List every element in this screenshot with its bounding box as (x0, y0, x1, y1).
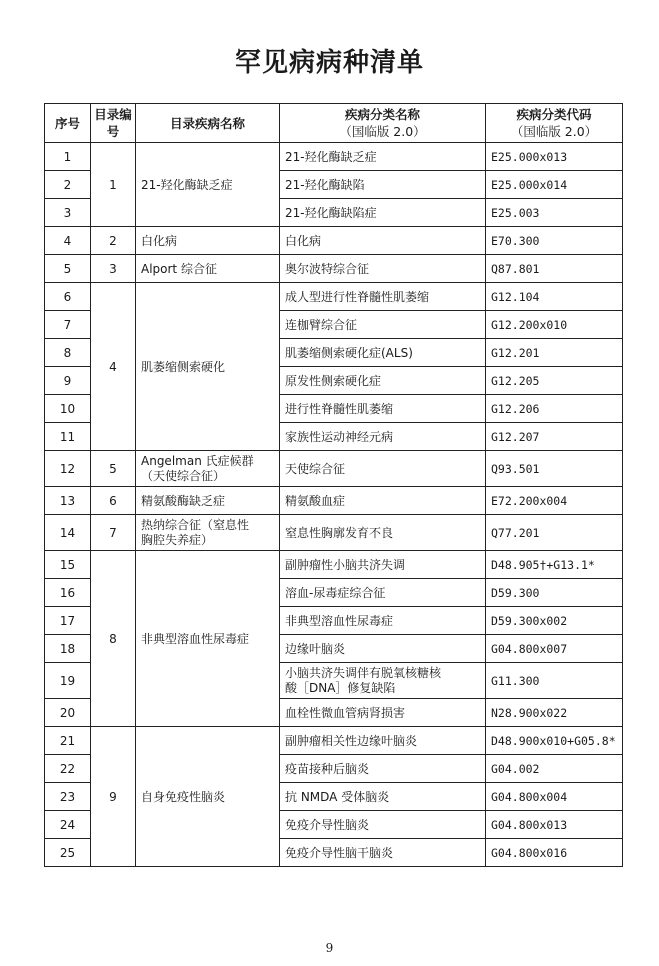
cell-disease-name: 免疫介导性脑炎 (280, 811, 486, 839)
cell-disease-name: 精氨酸血症 (280, 487, 486, 515)
cell-catalog-number: 5 (91, 451, 136, 487)
cell-disease-name: 血栓性微血管病肾损害 (280, 699, 486, 727)
disease-name-line: 酸［DNA］修复缺陷 (285, 680, 396, 695)
cell-disease-name: 副肿瘤相关性边缘叶脑炎 (280, 727, 486, 755)
table-row (45, 451, 623, 487)
cell-seq: 23 (45, 783, 91, 811)
cell-catalog-name: Alport 综合征 (136, 255, 280, 283)
catalog-name-line: 热纳综合征（窒息性 (141, 517, 250, 532)
cell-disease-code: E70.300 (486, 227, 623, 255)
catalog-name-line: Angelman 氏症候群 (141, 453, 254, 468)
cell-disease-code: G04.800x007 (486, 635, 623, 663)
cell-disease-code: D59.300x002 (486, 607, 623, 635)
cell-seq: 1 (45, 143, 91, 171)
cell-disease-code: D48.905†+G13.1* (486, 551, 623, 579)
page-number: 9 (325, 941, 334, 955)
cell-catalog-name: 肌萎缩侧索硬化 (136, 283, 280, 451)
disease-name-line: 小脑共济失调伴有脱氧核糖核 (285, 665, 442, 680)
cell-disease-name (280, 663, 486, 699)
cell-disease-name: 天使综合征 (280, 451, 486, 487)
cell-catalog-number: 6 (91, 487, 136, 515)
cell-catalog-name: 21-羟化酶缺乏症 (136, 143, 280, 227)
cell-disease-code: G04.800x004 (486, 783, 623, 811)
cell-seq: 19 (45, 663, 91, 699)
cell-disease-code: Q93.501 (486, 451, 623, 487)
cell-disease-code: G04.002 (486, 755, 623, 783)
cell-seq: 21 (45, 727, 91, 755)
cell-disease-code: Q77.201 (486, 515, 623, 551)
cell-catalog-number: 7 (91, 515, 136, 551)
header-row (45, 104, 623, 143)
cell-catalog-number: 3 (91, 255, 136, 283)
cell-seq: 25 (45, 839, 91, 867)
cell-disease-code: G12.207 (486, 423, 623, 451)
cell-catalog-name (136, 451, 280, 487)
cell-seq: 18 (45, 635, 91, 663)
cell-catalog-number: 8 (91, 551, 136, 727)
cell-seq: 10 (45, 395, 91, 423)
cell-disease-name: 肌萎缩侧索硬化症(ALS) (280, 339, 486, 367)
cell-disease-name: 21-羟化酶缺陷症 (280, 199, 486, 227)
table-row (45, 487, 623, 515)
cell-seq: 16 (45, 579, 91, 607)
cell-disease-code: E25.000x014 (486, 171, 623, 199)
cell-seq: 24 (45, 811, 91, 839)
cell-seq: 15 (45, 551, 91, 579)
cell-seq: 17 (45, 607, 91, 635)
cell-catalog-number: 1 (91, 143, 136, 227)
cell-disease-name: 21-羟化酶缺乏症 (280, 143, 486, 171)
cell-catalog-name: 非典型溶血性尿毒症 (136, 551, 280, 727)
table-row (45, 515, 623, 551)
cell-disease-name: 进行性脊髓性肌萎缩 (280, 395, 486, 423)
header-classification-code-version: （国临版 2.0） (510, 124, 598, 139)
cell-seq: 6 (45, 283, 91, 311)
cell-disease-code: G12.205 (486, 367, 623, 395)
cell-disease-code: D59.300 (486, 579, 623, 607)
cell-seq: 4 (45, 227, 91, 255)
cell-seq: 2 (45, 171, 91, 199)
cell-seq: 3 (45, 199, 91, 227)
cell-seq: 13 (45, 487, 91, 515)
header-classification-code (486, 104, 623, 143)
cell-catalog-number: 2 (91, 227, 136, 255)
table-row (45, 255, 623, 283)
cell-disease-name: 溶血-尿毒症综合征 (280, 579, 486, 607)
page-title: 罕见病病种清单 (234, 48, 424, 78)
cell-catalog-number: 9 (91, 727, 136, 867)
cell-catalog-number: 4 (91, 283, 136, 451)
cell-disease-code: E72.200x004 (486, 487, 623, 515)
cell-disease-name: 成人型进行性脊髓性肌萎缩 (280, 283, 486, 311)
cell-disease-name: 21-羟化酶缺陷 (280, 171, 486, 199)
cell-disease-name: 抗 NMDA 受体脑炎 (280, 783, 486, 811)
cell-seq: 7 (45, 311, 91, 339)
cell-seq: 14 (45, 515, 91, 551)
header-seq: 序号 (45, 104, 91, 143)
cell-seq: 11 (45, 423, 91, 451)
cell-disease-name: 奥尔波特综合征 (280, 255, 486, 283)
cell-disease-code: G04.800x013 (486, 811, 623, 839)
cell-catalog-name: 白化病 (136, 227, 280, 255)
cell-disease-code: G12.104 (486, 283, 623, 311)
cell-catalog-name: 精氨酸酶缺乏症 (136, 487, 280, 515)
header-classification-name-main: 疾病分类名称 (344, 107, 420, 122)
cell-disease-name: 原发性侧索硬化症 (280, 367, 486, 395)
cell-disease-name: 家族性运动神经元病 (280, 423, 486, 451)
cell-disease-code: G11.300 (486, 663, 623, 699)
cell-disease-code: D48.900x010+G05.8* (486, 727, 623, 755)
cell-disease-name: 连枷臂综合征 (280, 311, 486, 339)
cell-disease-name: 免疫介导性脑干脑炎 (280, 839, 486, 867)
cell-disease-code: E25.003 (486, 199, 623, 227)
cell-seq: 9 (45, 367, 91, 395)
cell-disease-code: N28.900x022 (486, 699, 623, 727)
header-catalog-name: 目录疾病名称 (136, 104, 280, 143)
header-classification-name (280, 104, 486, 143)
catalog-name-line: 胸腔失养症） (141, 532, 214, 547)
header-classification-code-main: 疾病分类代码 (516, 107, 592, 122)
cell-disease-code: Q87.801 (486, 255, 623, 283)
cell-disease-code: G04.800x016 (486, 839, 623, 867)
cell-seq: 22 (45, 755, 91, 783)
disease-table (44, 103, 623, 867)
cell-seq: 20 (45, 699, 91, 727)
cell-disease-code: G12.201 (486, 339, 623, 367)
cell-disease-code: G12.200x010 (486, 311, 623, 339)
table-row (45, 551, 623, 579)
cell-disease-name: 边缘叶脑炎 (280, 635, 486, 663)
cell-disease-code: E25.000x013 (486, 143, 623, 171)
table-row (45, 727, 623, 755)
cell-disease-name: 白化病 (280, 227, 486, 255)
cell-disease-code: G12.206 (486, 395, 623, 423)
table-row (45, 283, 623, 311)
cell-disease-name: 窒息性胸廓发育不良 (280, 515, 486, 551)
cell-catalog-name: 自身免疫性脑炎 (136, 727, 280, 867)
header-classification-name-version: （国临版 2.0） (339, 124, 426, 139)
cell-seq: 8 (45, 339, 91, 367)
cell-disease-name: 疫苗接种后脑炎 (280, 755, 486, 783)
cell-seq: 5 (45, 255, 91, 283)
header-catalog-number: 目录编号 (91, 104, 136, 143)
cell-disease-name: 非典型溶血性尿毒症 (280, 607, 486, 635)
table-row (45, 143, 623, 171)
cell-catalog-name (136, 515, 280, 551)
catalog-name-line: （天使综合征） (141, 468, 226, 483)
table-row (45, 227, 623, 255)
cell-disease-name: 副肿瘤性小脑共济失调 (280, 551, 486, 579)
cell-seq: 12 (45, 451, 91, 487)
